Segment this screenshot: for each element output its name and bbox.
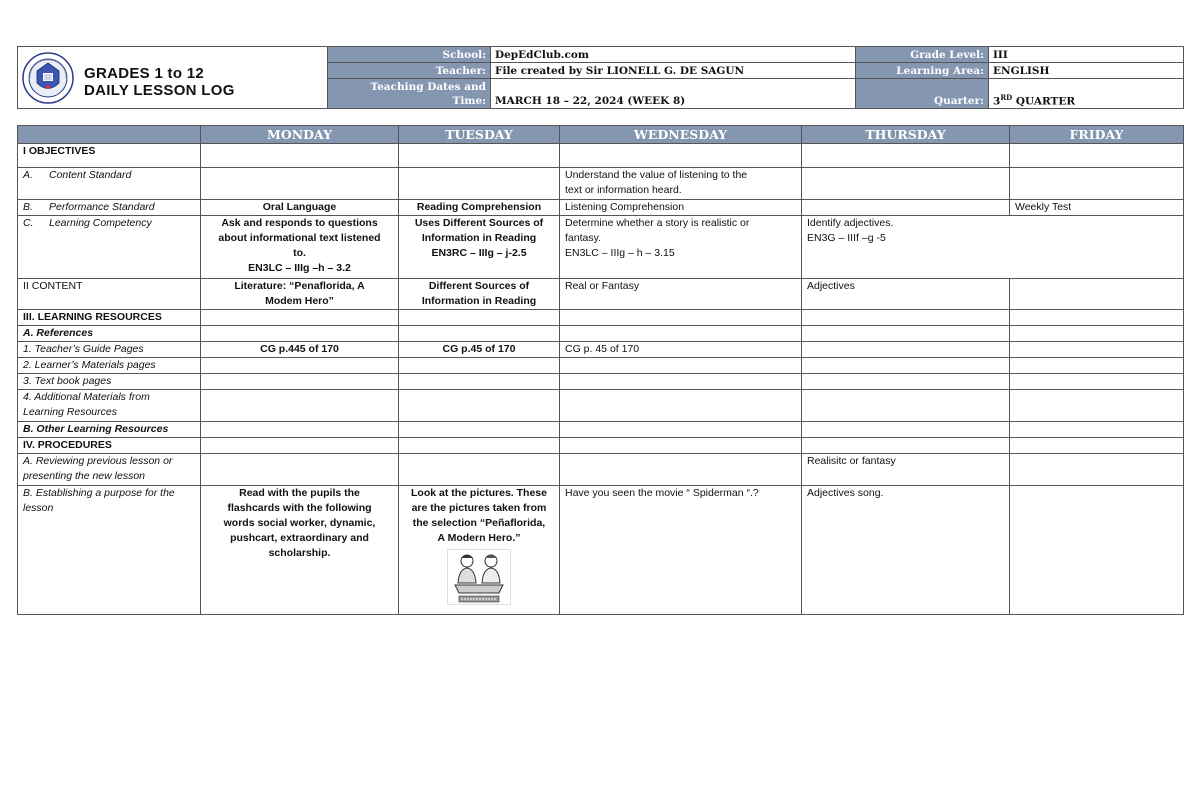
other-resources-label: B. Other Learning Resources [18,422,201,438]
row-learning-resources [18,310,1184,326]
grade-label: Grade Level: [856,47,989,63]
school-label: School: [328,47,491,63]
content-label: II CONTENT [18,279,201,310]
teachers-guide-tue: CG p.45 of 170 [399,342,560,358]
performance-wed: Listening Comprehension [560,200,802,216]
days-header-row [18,126,1184,144]
deped-seal-icon [22,52,74,104]
purpose-mon: Read with the pupils the flashcards with the following words social worker, dynamic, pushcart, extraordinary and scholarship. [201,486,399,615]
content-mon: Literature: “Penaflorida, A Modem Hero” [201,279,399,310]
teachers-guide-wed: CG p. 45 of 170 [560,342,802,358]
two-people-picture [447,549,511,605]
row-other-resources [18,422,1184,438]
title-line-2: DAILY LESSON LOG [84,82,235,99]
performance-fri: Weekly Test [1010,200,1184,216]
quarter-word: QUARTER [1012,95,1076,107]
blank-header-cell [18,126,201,144]
day-friday: FRIDAY [1010,126,1184,144]
quarter-label: Quarter: [856,79,989,109]
content-thu: Adjectives [802,279,1010,310]
purpose-tue: Look at the pictures. These are the pictures taken from the selection “Peñaflorida, A Modern Hero.” [399,486,560,615]
additional-materials-label: 4. Additional Materials from Learning Resources [18,390,201,422]
procedures-label: IV. PROCEDURES [18,438,201,454]
row-content-standard [18,168,1184,200]
row-purpose [18,486,1184,615]
day-wednesday: WEDNESDAY [560,126,802,144]
objectives-label: I OBJECTIVES [18,144,201,168]
row-procedures [18,438,1184,454]
row-additional-materials [18,390,1184,422]
row-teachers-guide [18,342,1184,358]
performance-mon: Oral Language [201,200,399,216]
logo-block [17,46,327,109]
content-tue: Different Sources of Information in Reading [399,279,560,310]
log-title [84,65,235,99]
competency-tue: Uses Different Sources of Information in Reading EN3RC – IIIg – j-2.5 [399,216,560,279]
row-learners-materials [18,358,1184,374]
learning-competency-label: C. Learning Competency [18,216,201,279]
performance-standard-label: B. Performance Standard [18,200,201,216]
title-line-1: GRADES 1 to 12 [84,65,205,82]
content-standard-label: A. Content Standard [18,168,201,200]
teacher-label: Teacher: [328,63,491,79]
purpose-thu: Adjectives song. [802,486,1010,615]
row-reviewing [18,454,1184,486]
day-tuesday: TUESDAY [399,126,560,144]
row-text-book [18,374,1184,390]
quarter-num: 3 [993,95,1001,107]
learning-resources-label: III. LEARNING RESOURCES [18,310,201,326]
row-content [18,279,1184,310]
content-wed: Real or Fantasy [560,279,802,310]
learning-area-label: Learning Area: [856,63,989,79]
header-info-table [327,46,1184,109]
teacher-value: File created by Sir LIONELL G. DE SAGUN [491,63,856,79]
learners-materials-label: 2. Learner’s Materials pages [18,358,201,374]
performance-tue: Reading Comprehension [399,200,560,216]
teaching-dates-value: MARCH 18 – 22, 2024 (WEEK 8) [491,79,856,109]
text-book-label: 3. Text book pages [18,374,201,390]
competency-mon: Ask and responds to questions about informational text listened to. EN3LC – IIIg –h – 3.2 [201,216,399,279]
competency-thu: Identify adjectives. EN3G – IIIf –g -5 [802,216,1184,279]
reviewing-thu: Realisitc or fantasy [802,454,1010,486]
teachers-guide-label: 1. Teacher’s Guide Pages [18,342,201,358]
lesson-log-table [17,125,1184,615]
learning-area-value: ENGLISH [989,63,1184,79]
row-learning-competency [18,216,1184,279]
teaching-dates-label-1: Teaching Dates and [370,80,486,93]
quarter-sup: RD [1000,92,1013,102]
purpose-wed: Have you seen the movie “ Spiderman “.? [560,486,802,615]
grade-value: III [989,47,1184,63]
day-monday: MONDAY [201,126,399,144]
day-thursday: THURSDAY [802,126,1010,144]
teaching-dates-label [328,79,491,109]
school-value: DepEdClub.com [491,47,856,63]
reviewing-label: A. Reviewing previous lesson or presenting the new lesson [18,454,201,486]
competency-wed: Determine whether a story is realistic or fantasy. EN3LC – IIIg – h – 3.15 [560,216,802,279]
row-objectives [18,144,1184,168]
lesson-log-header [17,46,1183,109]
references-label: A. References [18,326,201,342]
teachers-guide-mon: CG p.445 of 170 [201,342,399,358]
row-references [18,326,1184,342]
purpose-label: B. Establishing a purpose for the lesson [18,486,201,615]
teaching-dates-label-2: Time: [452,94,486,107]
row-performance-standard [18,200,1184,216]
content-standard-wed: Understand the value of listening to the text or information heard. [560,168,802,200]
quarter-value [989,79,1184,109]
